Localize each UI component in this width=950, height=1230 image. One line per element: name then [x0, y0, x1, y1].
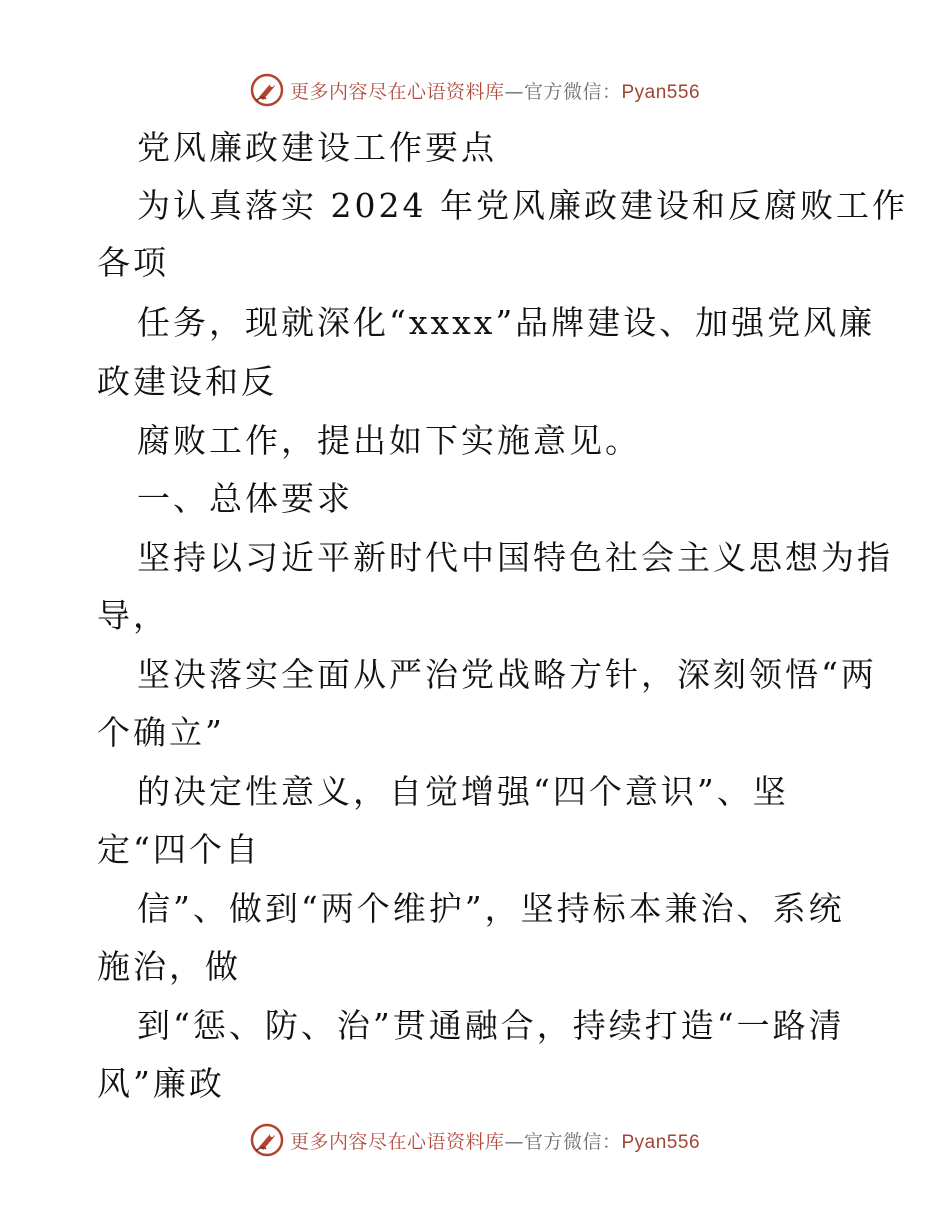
footer-watermark	[0, 1120, 950, 1160]
watermark-contact-label: 官方微信：	[523, 1130, 622, 1153]
watermark-site: 更多内容尽在心语资料库	[289, 80, 505, 103]
document-title: 党风廉政建设工作要点	[137, 128, 497, 167]
paragraph-line: 信”、做到“两个维护”，坚持标本兼治、系统	[137, 889, 845, 928]
paragraph-line: 到“惩、防、治”贯通融合，持续打造“一路清	[137, 1006, 845, 1045]
paragraph-line: 风”廉政	[97, 1064, 225, 1103]
paragraph-line: 政建设和反	[97, 362, 277, 401]
watermark-dash: —	[504, 80, 524, 103]
paragraph-line: 腐败工作，提出如下实施意见。	[137, 421, 641, 460]
header-watermark	[0, 70, 950, 110]
pen-logo-icon	[250, 1123, 284, 1157]
paragraph-line: 导，	[97, 596, 169, 635]
pen-logo-icon	[250, 73, 284, 107]
paragraph-line: 施治，做	[97, 947, 241, 986]
watermark-text	[290, 77, 700, 104]
watermark-contact-id: Pyan556	[621, 81, 701, 103]
watermark-contact-label: 官方微信：	[523, 80, 622, 103]
paragraph-line: 各项	[97, 243, 169, 282]
paragraph-line: 个确立”	[97, 713, 225, 752]
paragraph-line: 坚决落实全面从严治党战略方针，深刻领悟“两	[137, 655, 877, 694]
paragraph-line: 定“四个自	[97, 830, 261, 869]
watermark-text	[290, 1127, 700, 1154]
paragraph-line: 的决定性意义，自觉增强“四个意识”、坚	[137, 772, 789, 811]
paragraph-line: 坚持以习近平新时代中国特色社会主义思想为指	[137, 538, 893, 577]
paragraph-line: 任务，现就深化“xxxx”品牌建设、加强党风廉	[137, 303, 876, 342]
section-heading: 一、总体要求	[137, 479, 353, 518]
watermark-dash: —	[504, 1130, 524, 1153]
paragraph-line: 为认真落实 2024 年党风廉政建设和反腐败工作	[137, 186, 908, 225]
watermark-site: 更多内容尽在心语资料库	[289, 1130, 505, 1153]
watermark-contact-id: Pyan556	[621, 1131, 701, 1153]
